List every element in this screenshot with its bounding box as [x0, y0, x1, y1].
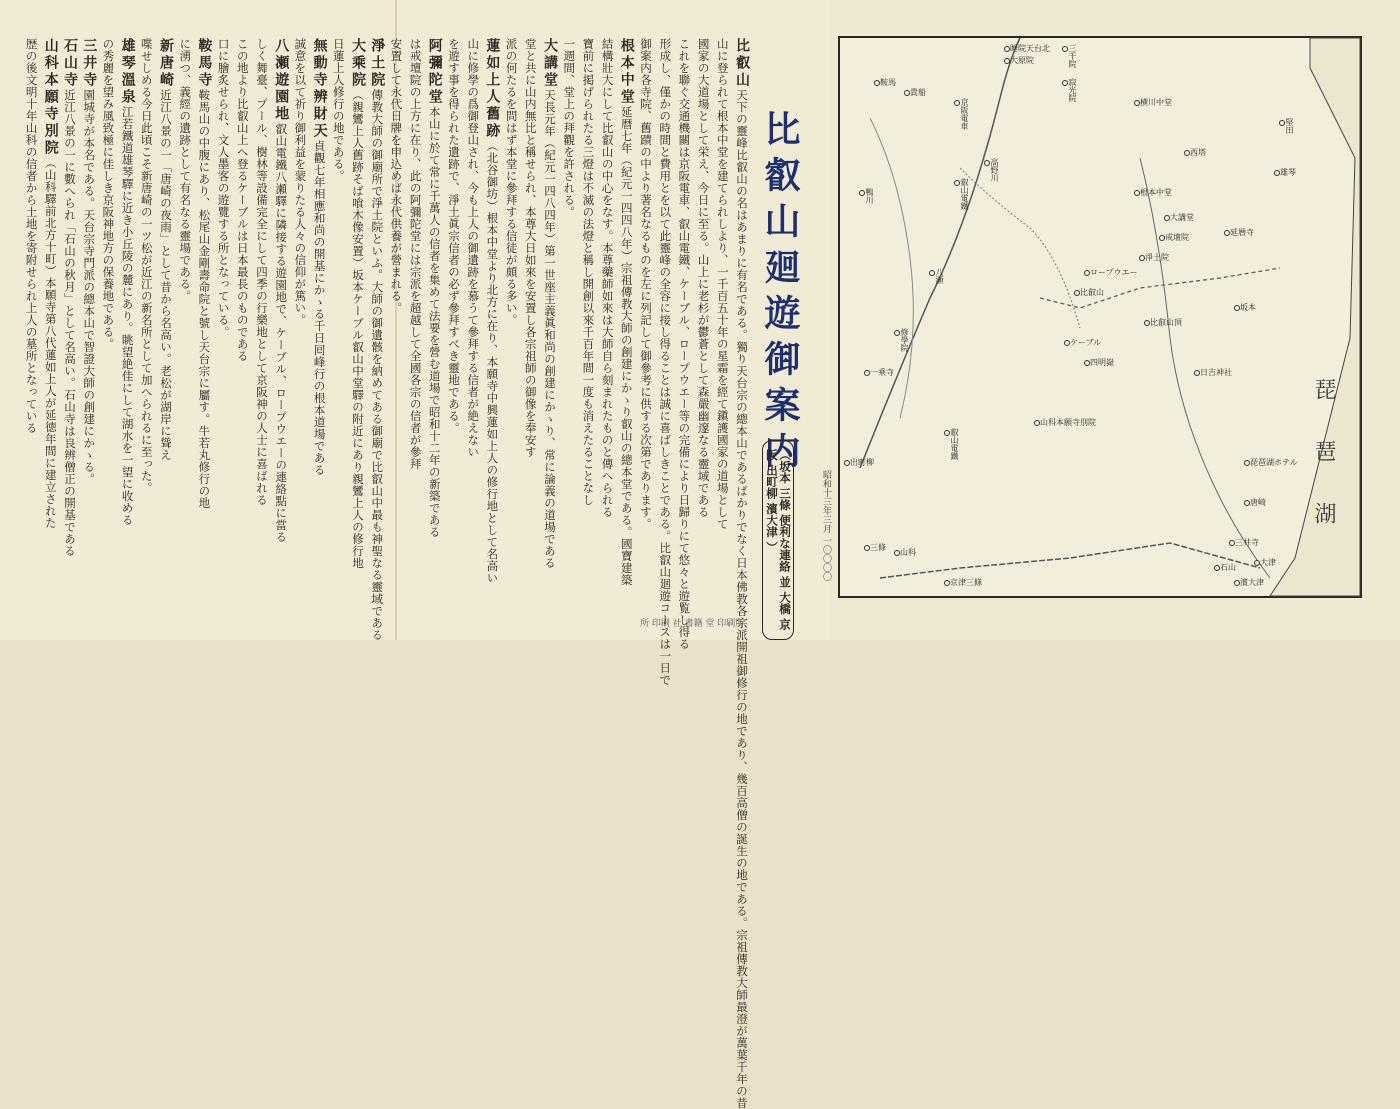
map-place-label: 石山	[1220, 563, 1236, 572]
text-column	[140, 38, 153, 598]
map-place-marker	[1234, 580, 1240, 586]
section-text: 延暦七年（紀元一四四八年）宗祖傳教大師の創建にかゝり叡山の總本堂である。國寶建築	[619, 106, 634, 586]
section-heading: 三井寺	[81, 38, 98, 89]
section-text: を遊す事を得られた遺跡で、淨土眞宗信者の必ず參拜すべき靈地である。	[447, 38, 461, 434]
text-column	[716, 38, 729, 598]
map-place-label: ロープウエー	[1090, 268, 1138, 277]
map-place-marker	[1034, 420, 1040, 426]
section-text: 國家の大道場として栄え、今日に至る。山上に老杉が鬱蒼として森嚴幽邃なる靈域である	[696, 38, 711, 518]
map-place-label: 三井寺	[1235, 538, 1259, 547]
map-place-label: 鴨川	[865, 188, 874, 204]
section-text: 鞍馬山の中腹にあり、松尾山金剛壽命院と號し天台宗に屬す。牛若丸修行の地	[197, 89, 212, 509]
map-place-marker	[894, 330, 900, 336]
map-place-label: 山科	[900, 548, 916, 557]
text-column	[581, 38, 594, 598]
section-heading: 鞍馬寺	[196, 38, 213, 89]
map-place-marker	[1062, 46, 1068, 52]
section-text: 園城寺が本名である。天台宗寺門派の總本山で智證大師の創建にかゝる。	[82, 89, 97, 485]
text-column	[543, 38, 556, 598]
section-text: これを聯ぐ交通機關は京阪電車、叡山電鐵、ケーブル、ロープウエー等の完備により日歸りにて悠々と遊覧し得る	[677, 38, 692, 650]
section-heading: 蓮如上人舊跡	[484, 38, 501, 140]
section-text: 近江八景の一に數へられ「石山の秋月」として名高い。石山寺は良辨僧正の開基である	[63, 89, 77, 557]
map-place-label: 淨土院	[1145, 253, 1169, 262]
section-text: この地より比叡山上へ登るケーブルは日本最長のものである	[235, 38, 250, 362]
map-place-marker	[874, 80, 880, 86]
map-place-label: 坂本	[1240, 303, 1256, 312]
map-place-marker	[1064, 340, 1070, 346]
map-place-marker	[1004, 58, 1010, 64]
map-place-label: 一乘寺	[870, 368, 894, 377]
map-place-marker	[894, 550, 900, 556]
section-text: 本山に於て常に千萬人の信者を集めて法要を營む道場で昭和十二年の新築である	[427, 106, 442, 538]
map-place-label: 三千院	[1068, 44, 1077, 68]
section-text: （山科驛前北方十町）本願寺第八代蓮如上人が延徳年間に建立された	[43, 157, 58, 529]
map-place-label: 日吉神社	[1200, 368, 1232, 377]
section-text: 御案内各寺院、舊蹟の中より著名なるものを左に列記して御參考に供する次第であります。	[639, 38, 653, 530]
map-place-marker	[859, 190, 865, 196]
map-place-marker	[864, 370, 870, 376]
section-text: （北谷御坊）根本中堂より北方に在り、本願寺中興蓮如上人の修行地として名高い	[485, 140, 500, 584]
section-text: （親鸞上人舊跡そば喰木像安置）坂本ケーブル叡山中堂驛の附近にあり親鸞上人の修行地	[351, 89, 365, 569]
text-column	[677, 38, 692, 650]
text-column	[351, 38, 364, 598]
map-place-marker	[1164, 215, 1170, 221]
section-text: 山に修學の爲御登山され、今も上人の御遺跡を慕うて參拜する信者が絶えない	[466, 38, 481, 458]
text-column	[447, 38, 460, 598]
text-column	[697, 38, 710, 598]
page-title: 比叡山廻遊御案内	[759, 110, 801, 478]
map-place-label: 唐崎	[1250, 498, 1266, 507]
section-text: 喋せしめる今日此頃こそ新唐崎の一ツ松が近江の新名所として加へられるに至った。	[139, 38, 154, 494]
section-text: 一週間、堂上の拜觀を許される。	[562, 38, 577, 218]
section-heading: 比叡山	[734, 38, 750, 89]
map-place-label: ケーブル	[1070, 338, 1102, 347]
map-place-label: 睡院天台北	[1010, 44, 1050, 53]
section-text: 口に膾炙せられ、文人墨客の遊覽する所となっている。	[216, 38, 231, 338]
map-place-label: 三條	[870, 543, 886, 552]
section-heading: 石山寺	[62, 38, 78, 89]
map-place-marker	[944, 430, 950, 436]
map-place-marker	[1004, 46, 1010, 52]
map-place-label: 四明嶽	[1090, 358, 1114, 367]
section-text: 傳教大師の御廟所で淨土院といふ。大師の御遺骸を納めてある御廟で比叡山中最も神聖なる靈域である	[370, 89, 385, 641]
section-text: しく舞臺、プール、樹林等設備完全にして四季の行樂地として京阪神の人士に喜ばれる	[255, 38, 269, 506]
map-place-label: 根本中堂	[1140, 188, 1172, 197]
text-column	[389, 38, 402, 598]
text-column	[196, 38, 213, 598]
map-place-label: 堅田	[1285, 118, 1294, 134]
map	[838, 36, 1362, 598]
map-place-label: 戒壇院	[1165, 233, 1189, 242]
text-column	[620, 38, 633, 598]
map-place-marker	[1254, 560, 1260, 566]
map-place-marker	[984, 160, 990, 166]
section-text: は戒壇院の上方に在り、此の阿彌陀堂には宗派を超越して全國各宗の信者が參拜	[408, 38, 423, 470]
section-heading: 淨土院	[369, 38, 386, 89]
section-text: 結構壯大にして比叡山の中心をなす。本尊藥師如來は大師自ら刻まれたものと傳へられる	[600, 38, 615, 518]
print-date: 昭和十三年三月 一〇〇〇〇	[821, 470, 831, 581]
map-place-label: 比叡山頂	[1150, 318, 1182, 327]
map-place-label: 横川中堂	[1140, 98, 1172, 107]
section-text: 天長元年（紀元一四八四年）第一世座主義眞和尚の創建にかゝり、常に論義の道場である	[543, 89, 557, 569]
section-heading: 大乘院	[350, 38, 366, 89]
text-column	[44, 38, 57, 598]
railway-line	[880, 543, 1260, 578]
publisher-line: 所 印刷 社 書籍 堂 印刷所	[640, 619, 745, 629]
map-place-marker	[1214, 565, 1220, 571]
section-text: 山に登られて根本中堂を建てられしより、一千百五十年の星霜を經て鎭護國家の道場として	[715, 38, 730, 530]
section-text: 日蓮上人修行の地である。	[331, 38, 346, 182]
map-place-marker	[844, 460, 850, 466]
section-text: 派の何たるを問はず本堂に參拜する信徒が頗る多い。	[504, 38, 519, 326]
map-place-marker	[954, 100, 960, 106]
text-column	[273, 38, 290, 598]
subtitle-box: （坂本 三條 便利な連絡 並 大橋 京阪 出町柳 濱大津 ）	[762, 440, 794, 640]
map-place-marker	[1139, 255, 1145, 261]
map-place-marker	[1194, 370, 1200, 376]
section-heading: 雄琴溫泉	[119, 38, 136, 106]
ropeway-line	[1040, 268, 1280, 308]
section-text: 形成し、僅かの時間と費用とを以て此靈峰の全容に接し得ることは誠に喜ばしきことである。比叡山廻遊コースは一日で	[658, 38, 673, 686]
map-place-label: 琵琶湖ホテル	[1250, 458, 1298, 467]
map-place-label: 山科本願寺別院	[1040, 418, 1096, 427]
section-heading: 新唐崎	[158, 38, 174, 89]
section-text: 歴の後文明十年山科の信者から土地を寄附せられ上人の墓所となっている	[24, 38, 39, 434]
text-column	[25, 38, 38, 598]
map-place-marker	[1279, 120, 1285, 126]
section-text: 貞觀七年相應和尚の開基にかゝる千日囘峰行の根本道場である	[312, 140, 327, 476]
text-column	[505, 38, 518, 598]
section-text: 近江八景の一「唐崎の夜雨」として昔から名高い。老松が湖岸に聳え	[159, 89, 173, 461]
map-place-marker	[1244, 460, 1250, 466]
map-place-label: 京津三條	[950, 578, 982, 587]
text-column	[101, 38, 114, 598]
lake-label: 琵琶湖	[1311, 378, 1336, 564]
map-place-label: 貴船	[910, 88, 926, 97]
section-text: 堂と共に山内無比と稱せられ、本尊大日如來を安置し各宗祖師の御像を奉安す	[523, 38, 538, 458]
text-column	[601, 38, 614, 598]
text-column	[562, 38, 575, 598]
map-place-marker	[954, 180, 960, 186]
map-place-marker	[1134, 190, 1140, 196]
map-place-marker	[929, 270, 935, 276]
map-place-label: 叡山電鐵	[950, 428, 959, 460]
map-place-label: 鞍馬	[880, 78, 896, 87]
text-column	[293, 38, 306, 598]
section-heading: 大講堂	[542, 38, 558, 89]
railway-line	[860, 38, 1020, 468]
text-column	[255, 38, 268, 598]
map-place-label: 延暦寺	[1230, 228, 1254, 237]
text-column	[484, 38, 501, 598]
map-place-label: 雄琴	[1280, 168, 1296, 177]
text-column	[734, 38, 750, 1109]
text-column	[466, 38, 479, 598]
map-place-label: 修學院	[900, 328, 909, 352]
section-heading: 山科本願寺別院	[42, 38, 59, 157]
text-column	[369, 38, 386, 641]
section-text: 叡山電鐵八瀬驛に隣接する遊園地で、ケーブル、ロープウエーの連絡點に當る	[274, 123, 289, 543]
text-column	[159, 38, 172, 598]
text-column	[524, 38, 537, 598]
map-place-marker	[1244, 500, 1250, 506]
map-place-marker	[1074, 290, 1080, 296]
map-place-label: 高野川	[990, 158, 999, 182]
text-column	[428, 38, 441, 598]
section-heading: 根本中堂	[618, 38, 635, 106]
map-place-label: 濱大津	[1240, 578, 1264, 587]
map-place-label: 大原院	[1010, 56, 1034, 65]
section-text: 天下の靈峰比叡山の名はあまりに有名である。獨り天台宗の總本山であるばかりでなく日本佛教各宗派開祖御修行の地であり、幾百高僧の誕生の地である。宗祖傳教大師最澄が萬葉千年の昔	[735, 89, 749, 1109]
map-place-marker	[864, 545, 870, 551]
map-place-marker	[944, 580, 950, 586]
map-place-label: 出町柳	[850, 458, 874, 467]
text-column	[121, 38, 134, 598]
map-place-label: 大津	[1260, 558, 1276, 567]
text-column	[81, 38, 98, 598]
map-place-marker	[1084, 360, 1090, 366]
map-place-marker	[904, 90, 910, 96]
text-column	[178, 38, 191, 598]
section-heading: 阿彌陀堂	[426, 38, 443, 106]
section-heading: 無動寺辨財天	[311, 38, 328, 140]
map-place-marker	[1229, 540, 1235, 546]
map-place-marker	[1084, 270, 1090, 276]
section-text: 江若鐵道雄琴驛に近き小丘陵の麓にあり。眺望絶佳にして湖水を一望に收める	[120, 106, 135, 526]
map-place-marker	[1234, 305, 1240, 311]
text-column	[332, 38, 345, 598]
section-text: に湧つ、義經の遺跡として有名なる靈場である。	[178, 38, 193, 302]
map-place-marker	[1134, 100, 1140, 106]
section-text: 誠意を以て祈り御利益を蒙りたる人々の信仰が篤い。	[293, 38, 308, 326]
text-column	[313, 38, 326, 598]
map-place-label: 八瀬	[935, 268, 944, 284]
section-text: の秀麗を望み風致極に佳しき京阪神地方の保養地である。	[101, 38, 116, 350]
map-place-marker	[1062, 80, 1068, 86]
text-column	[658, 38, 673, 686]
map-place-label: 大講堂	[1170, 213, 1194, 222]
map-place-label: 京阪電車	[960, 98, 969, 130]
map-place-label: 叡山電鐵	[960, 178, 969, 210]
map-place-marker	[1274, 170, 1280, 176]
text-column	[63, 38, 76, 598]
text-column	[236, 38, 249, 598]
map-place-marker	[1159, 235, 1165, 241]
section-text: 安置して永代日牌を申込めば永代供養が營まれる。	[389, 38, 404, 314]
text-column	[409, 38, 422, 598]
section-heading: 八瀬遊園地	[273, 38, 290, 123]
map-place-marker	[1224, 230, 1230, 236]
map-place-label: 西塔	[1190, 148, 1206, 157]
text-column	[639, 38, 652, 598]
map-place-marker	[1144, 320, 1150, 326]
map-place-label: 寂光院	[1068, 78, 1077, 102]
map-place-marker	[1184, 150, 1190, 156]
text-column	[217, 38, 230, 598]
map-place-label: 比叡山	[1080, 288, 1104, 297]
section-text: 寶前に掲げられたる三燈は不滅の法燈と稱し開創以來千百年間一度も消えたることなし	[581, 38, 596, 506]
